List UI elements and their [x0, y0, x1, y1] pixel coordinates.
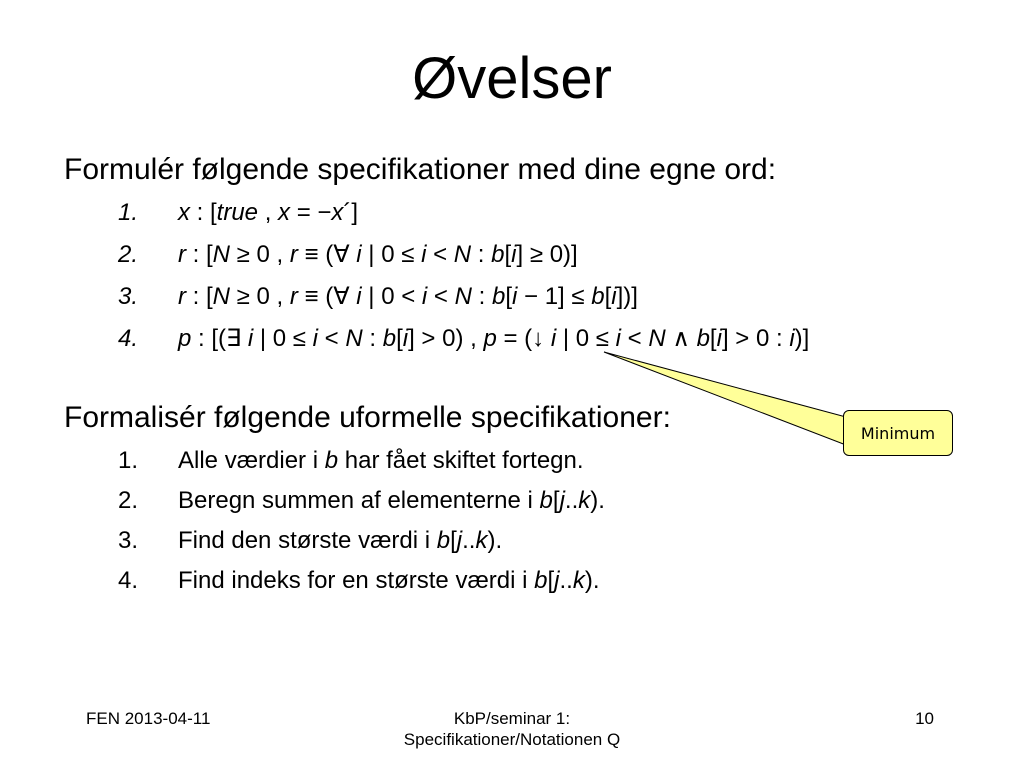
spec-item-3-text: r : [N ≥ 0 , r ≡ (∀ i | 0 < i < N : b[i − 1] ≤ b[i])]: [178, 283, 638, 310]
task-item-4-number: 4.: [118, 567, 139, 594]
footer-date: FEN 2013-04-11: [86, 709, 211, 728]
task-item-2-number: 2.: [118, 487, 139, 514]
slide-number: 10: [915, 709, 934, 728]
spec-item-2-number: 2.: [118, 241, 139, 268]
spec-item-1-number: 1.: [118, 199, 139, 226]
task-item-4-text: Find indeks for en største værdi i b[j..k).: [178, 567, 600, 594]
task-item-3-number: 3.: [118, 527, 139, 554]
slide-title: Øvelser: [412, 46, 612, 111]
spec-item-3-number: 3.: [118, 283, 139, 310]
task-item-3-text: Find den største værdi i b[j..k).: [178, 527, 503, 554]
callout-label: Minimum: [860, 423, 936, 443]
task-item-1-text: Alle værdier i b har fået skiftet fortegn.: [178, 447, 584, 474]
spec-item-4-text: p : [(∃ i | 0 ≤ i < N : b[i] > 0) , p = (↓ i | 0 ≤ i < N ∧ b[i] > 0 : i)]: [178, 325, 810, 352]
footer-center-line2: Specifikationer/Notationen Q: [403, 730, 621, 749]
task-item-1-number: 1.: [118, 447, 139, 474]
task-item-2-text: Beregn summen af elementerne i b[j..k).: [178, 487, 605, 514]
section1-heading: Formulér følgende specifikationer med dine egne ord:: [64, 153, 777, 186]
spec-item-4-number: 4.: [118, 325, 139, 352]
section2-heading: Formalisér følgende uformelle specifikationer:: [64, 401, 671, 434]
spec-item-1-text: x : [true , x = −x´]: [178, 199, 359, 226]
spec-item-2-text: r : [N ≥ 0 , r ≡ (∀ i | 0 ≤ i < N : b[i] ≥ 0)]: [178, 241, 578, 268]
footer-center-line1: KbP/seminar 1:: [453, 709, 571, 728]
minimum-callout: [843, 410, 953, 456]
footer-center: [0, 708, 1024, 750]
